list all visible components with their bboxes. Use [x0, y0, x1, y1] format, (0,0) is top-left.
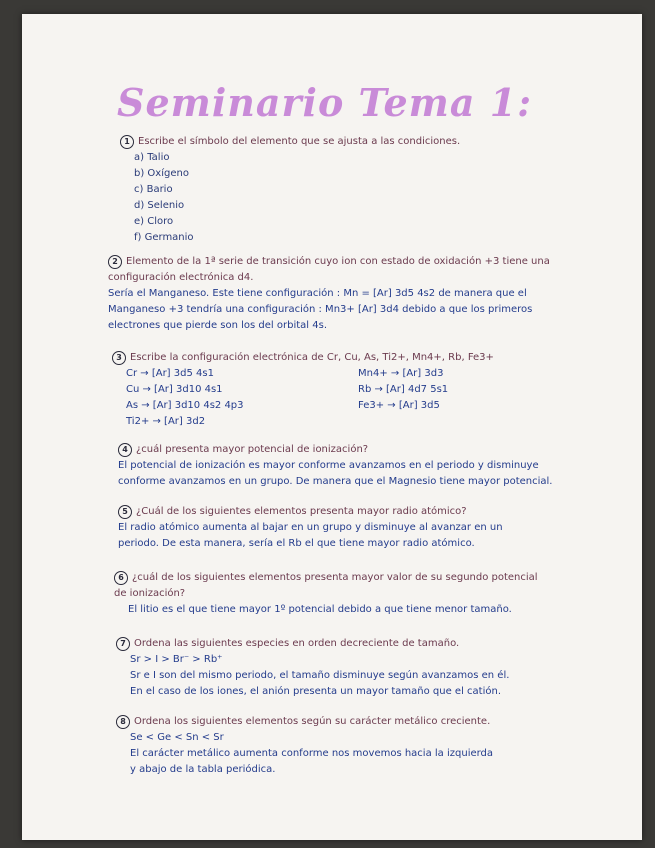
question-text: Ordena las siguientes especies en orden decreciente de tamaño.: [134, 638, 460, 649]
answer-line: y abajo de la tabla periódica.: [130, 764, 276, 775]
answer-line: En el caso de los iones, el anión presenta un mayor tamaño que el catión.: [130, 686, 501, 697]
question-5: [118, 504, 503, 552]
question-text: Escribe la configuración electrónica de Cr, Cu, As, Ti2+, Mn4+, Rb, Fe3+: [130, 352, 494, 363]
option-item: c) Bario: [134, 184, 173, 195]
order-line: Sr > I > Br⁻ > Rb⁺: [130, 654, 223, 665]
question-text: de ionización?: [114, 588, 186, 599]
question-text: configuración electrónica d4.: [108, 272, 254, 283]
page-title: Seminario Tema 1:: [117, 80, 533, 125]
question-number: 5: [118, 505, 132, 519]
question-text: ¿Cuál de los siguientes elementos presenta mayor radio atómico?: [136, 506, 467, 517]
question-text: ¿cuál presenta mayor potencial de ionización?: [136, 444, 369, 455]
answer-line: Manganeso +3 tendría una configuración : Mn3+ [Ar] 3d4 debido a que los primeros: [108, 304, 533, 315]
question-number: 3: [112, 351, 126, 365]
question-text: Escribe el símbolo del elemento que se ajusta a las condiciones.: [138, 136, 461, 147]
question-number: 7: [116, 637, 130, 651]
options-list: [120, 150, 460, 246]
config-item: [358, 414, 558, 430]
question-number: 4: [118, 443, 132, 457]
answer-line: El carácter metálico aumenta conforme nos movemos hacia la izquierda: [130, 748, 494, 759]
answer-line: Sería el Manganeso. Este tiene configuración : Mn = [Ar] 3d5 4s2 de manera que el: [108, 288, 527, 299]
option-item: a) Talio: [134, 152, 170, 163]
question-number: 6: [114, 571, 128, 585]
answer-line: electrones que pierde son los del orbital 4s.: [108, 320, 327, 331]
question-text: Ordena los siguientes elementos según su carácter metálico creciente.: [134, 716, 491, 727]
option-item: d) Selenio: [134, 200, 185, 211]
notebook-page: [22, 14, 642, 840]
configurations-grid: [112, 366, 558, 430]
option-item: b) Oxígeno: [134, 168, 189, 179]
config-item: Mn4+ → [Ar] 3d3: [358, 368, 444, 379]
config-item: As → [Ar] 3d10 4s2 4p3: [126, 400, 244, 411]
answer-line: El litio es el que tiene mayor 1º potencial debido a que tiene menor tamaño.: [128, 604, 512, 615]
answer-line: El radio atómico aumenta al bajar en un grupo y disminuye al avanzar en un: [118, 522, 503, 533]
question-2: [108, 254, 550, 334]
question-1: [120, 134, 460, 246]
question-7: [116, 636, 509, 700]
config-item: Cr → [Ar] 3d5 4s1: [126, 368, 214, 379]
config-item: Ti2+ → [Ar] 3d2: [126, 416, 206, 427]
question-4: [118, 442, 552, 490]
answer-line: conforme avanzamos en un grupo. De manera que el Magnesio tiene mayor potencial.: [118, 476, 553, 487]
question-6: [114, 570, 538, 618]
question-number: 8: [116, 715, 130, 729]
question-number: 2: [108, 255, 122, 269]
question-8: [116, 714, 493, 778]
option-item: e) Cloro: [134, 216, 174, 227]
question-number: 1: [120, 135, 134, 149]
answer-line: periodo. De esta manera, sería el Rb el que tiene mayor radio atómico.: [118, 538, 475, 549]
answer-line: Sr e I son del mismo periodo, el tamaño disminuye según avanzamos en él.: [130, 670, 510, 681]
option-item: f) Germanio: [134, 232, 194, 243]
question-text: Elemento de la 1ª serie de transición cuyo ion con estado de oxidación +3 tiene una: [126, 256, 550, 267]
question-text: ¿cuál de los siguientes elementos presenta mayor valor de su segundo potencial: [132, 572, 538, 583]
config-item: Cu → [Ar] 3d10 4s1: [126, 384, 223, 395]
order-line: Se < Ge < Sn < Sr: [130, 732, 224, 743]
question-3: [112, 350, 558, 430]
answer-line: El potencial de ionización es mayor conforme avanzamos en el periodo y disminuye: [118, 460, 539, 471]
config-item: Fe3+ → [Ar] 3d5: [358, 400, 440, 411]
config-item: Rb → [Ar] 4d7 5s1: [358, 384, 449, 395]
